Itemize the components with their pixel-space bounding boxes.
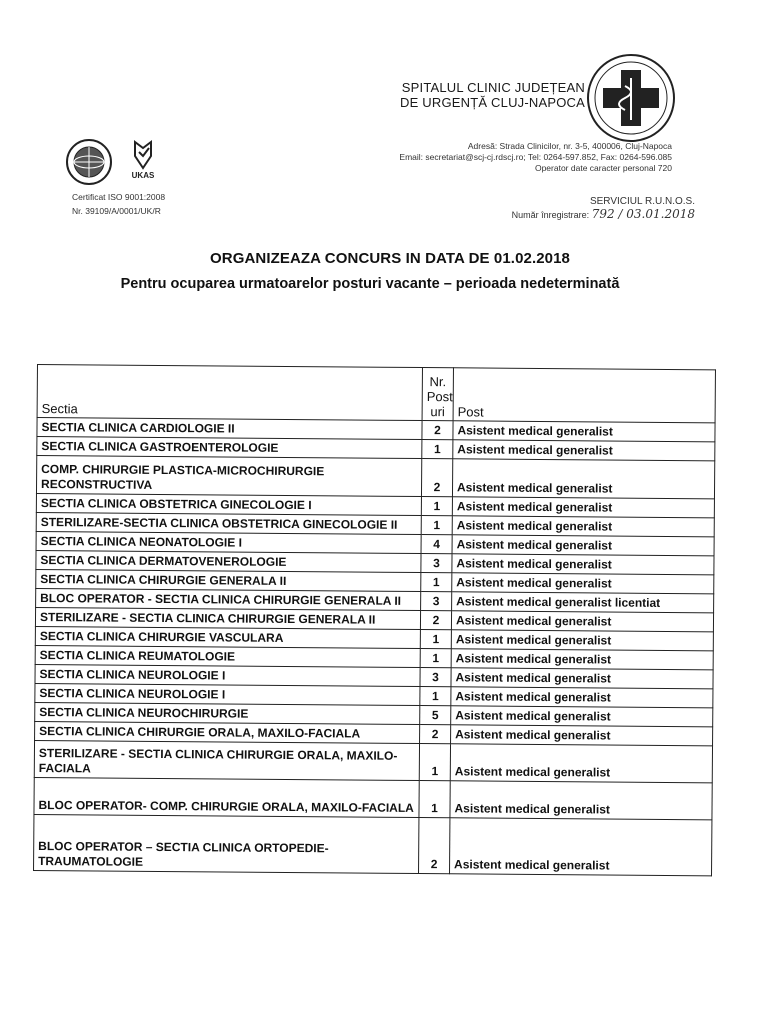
row-nr-posturi: 3 [421,592,452,611]
iso-ukas-logos [65,138,175,190]
iso-certificate-block [72,190,165,218]
table-body [34,418,716,876]
row-sectia: SECTIA CLINICA CARDIOLOGIE II [37,418,422,440]
hospital-name-line1: SPITALUL CLINIC JUDEȚEAN [401,80,585,95]
row-post: Asistent medical generalist [452,497,714,518]
row-post: Asistent medical generalist [452,516,714,537]
row-nr-posturi: 2 [421,459,452,497]
row-sectia: STERILIZARE - SECTIA CLINICA CHIRURGIE ORALA, MAXILO-FACIALA [34,740,419,780]
row-sectia: SECTIA CLINICA NEUROCHIRURGIE [35,702,420,724]
table-row [34,777,712,819]
row-post: Asistent medical generalist [452,554,714,575]
row-sectia: STERILIZARE-SECTIA CLINICA OBSTETRICA GINECOLOGIE II [36,512,421,534]
row-sectia: BLOC OPERATOR – SECTIA CLINICA ORTOPEDIE-TRAUMATOLOGIE [34,814,419,873]
row-nr-posturi: 1 [420,649,451,668]
header-post: Post [453,368,715,423]
row-sectia: COMP. CHIRURGIE PLASTICA-MICROCHIRURGIE RECONSTRUCTIVA [36,456,421,497]
row-sectia: STERILIZARE - SECTIA CLINICA CHIRURGIE GENERALA II [35,607,420,629]
row-sectia: SECTIA CLINICA REUMATOLOGIE [35,645,420,667]
row-nr-posturi: 3 [421,554,452,573]
row-sectia: SECTIA CLINICA NEUROLOGIE I [35,664,420,686]
row-sectia: SECTIA CLINICA CHIRURGIE VASCULARA [35,626,420,648]
row-nr-posturi: 1 [421,516,452,535]
registration-label: Număr înregistrare: [511,210,590,220]
row-nr-posturi: 5 [420,706,451,725]
announcement-title: ORGANIZEAZA CONCURS IN DATA DE 01.02.2018 [210,250,570,267]
row-nr-posturi: 1 [419,781,450,818]
row-sectia: SECTIA CLINICA NEONATOLOGIE I [36,531,421,553]
row-post: Asistent medical generalist licentiat [452,592,714,613]
table-row [34,814,712,875]
service-name: SERVICIUL R.U.N.O.S. [589,196,695,207]
row-post: Asistent medical generalist [451,668,713,689]
row-post: Asistent medical generalist [451,687,713,708]
row-post: Asistent medical generalist [450,818,712,876]
row-nr-posturi: 2 [420,725,451,744]
row-nr-posturi: 4 [421,535,452,554]
row-post: Asistent medical generalist [452,573,714,594]
row-sectia: BLOC OPERATOR- COMP. CHIRURGIE ORALA, MAXILO-FACIALA [34,777,419,817]
row-sectia: BLOC OPERATOR - SECTIA CLINICA CHIRURGIE GENERALA II [36,588,421,610]
row-nr-posturi: 1 [422,440,453,459]
certification-logos [65,138,175,195]
row-sectia: SECTIA CLINICA OBSTETRICA GINECOLOGIE I [36,493,421,515]
registration-line [470,208,695,221]
row-post: Asistent medical generalist [451,630,713,651]
contact-line: Email: secretariat@scj-cj.rdscj.ro; Tel: 0264-597.852, Fax: 0264-596.085 [399,152,672,162]
iso-certificate-line: Certificat ISO 9001:2008 [72,192,166,202]
vacancies-table [33,364,716,876]
row-post: Asistent medical generalist [451,725,713,746]
row-post: Asistent medical generalist [452,535,714,556]
row-sectia: SECTIA CLINICA DERMATOVENEROLOGIE [36,550,421,572]
table-row [36,456,714,499]
row-nr-posturi: 2 [422,421,453,440]
row-post: Asistent medical generalist [452,459,714,499]
row-post: Asistent medical generalist [451,649,713,670]
address-line: Adresă: Strada Clinicilor, nr. 3-5, 400006, Cluj-Napoca [467,141,672,151]
header-nr-posturi: Nr. Post uri [422,368,453,421]
row-sectia: SECTIA CLINICA CHIRURGIE ORALA, MAXILO-FACIALA [35,721,420,743]
registration-block [470,196,695,221]
row-nr-posturi: 1 [420,630,451,649]
row-nr-posturi: 1 [419,744,450,781]
table-row [34,740,712,782]
row-post: Asistent medical generalist [450,744,712,783]
row-post: Asistent medical generalist [453,421,715,442]
row-sectia: SECTIA CLINICA CHIRURGIE GENERALA II [36,569,421,591]
row-post: Asistent medical generalist [450,781,712,820]
row-post: Asistent medical generalist [451,611,713,632]
registration-number-handwritten: 792 / 03.01.2018 [591,207,695,221]
table-header-row [37,365,715,423]
row-nr-posturi: 1 [420,687,451,706]
hospital-seal-logo [585,52,677,144]
announcement-subtitle: Pentru ocuparea urmatoarelor posturi vacante – perioada nedeterminată [120,276,620,292]
header-sectia: Sectia [37,365,422,421]
row-sectia: SECTIA CLINICA NEUROLOGIE I [35,683,420,705]
row-sectia: SECTIA CLINICA GASTROENTEROLOGIE [37,437,422,459]
operator-line: Operator date caracter personal 720 [534,163,672,173]
row-nr-posturi: 1 [421,573,452,592]
iso-number-line: Nr. 39109/A/0001/UK/R [72,206,161,216]
row-nr-posturi: 3 [420,668,451,687]
hospital-name-line2: DE URGENȚĂ CLUJ-NAPOCA [400,95,585,110]
row-nr-posturi: 2 [419,818,450,874]
row-nr-posturi: 1 [421,497,452,516]
row-nr-posturi: 2 [420,611,451,630]
hospital-address-block [330,141,672,174]
row-post: Asistent medical generalist [451,706,713,727]
svg-text:UKAS: UKAS [131,171,155,180]
hospital-name [395,80,585,110]
row-post: Asistent medical generalist [453,440,715,461]
